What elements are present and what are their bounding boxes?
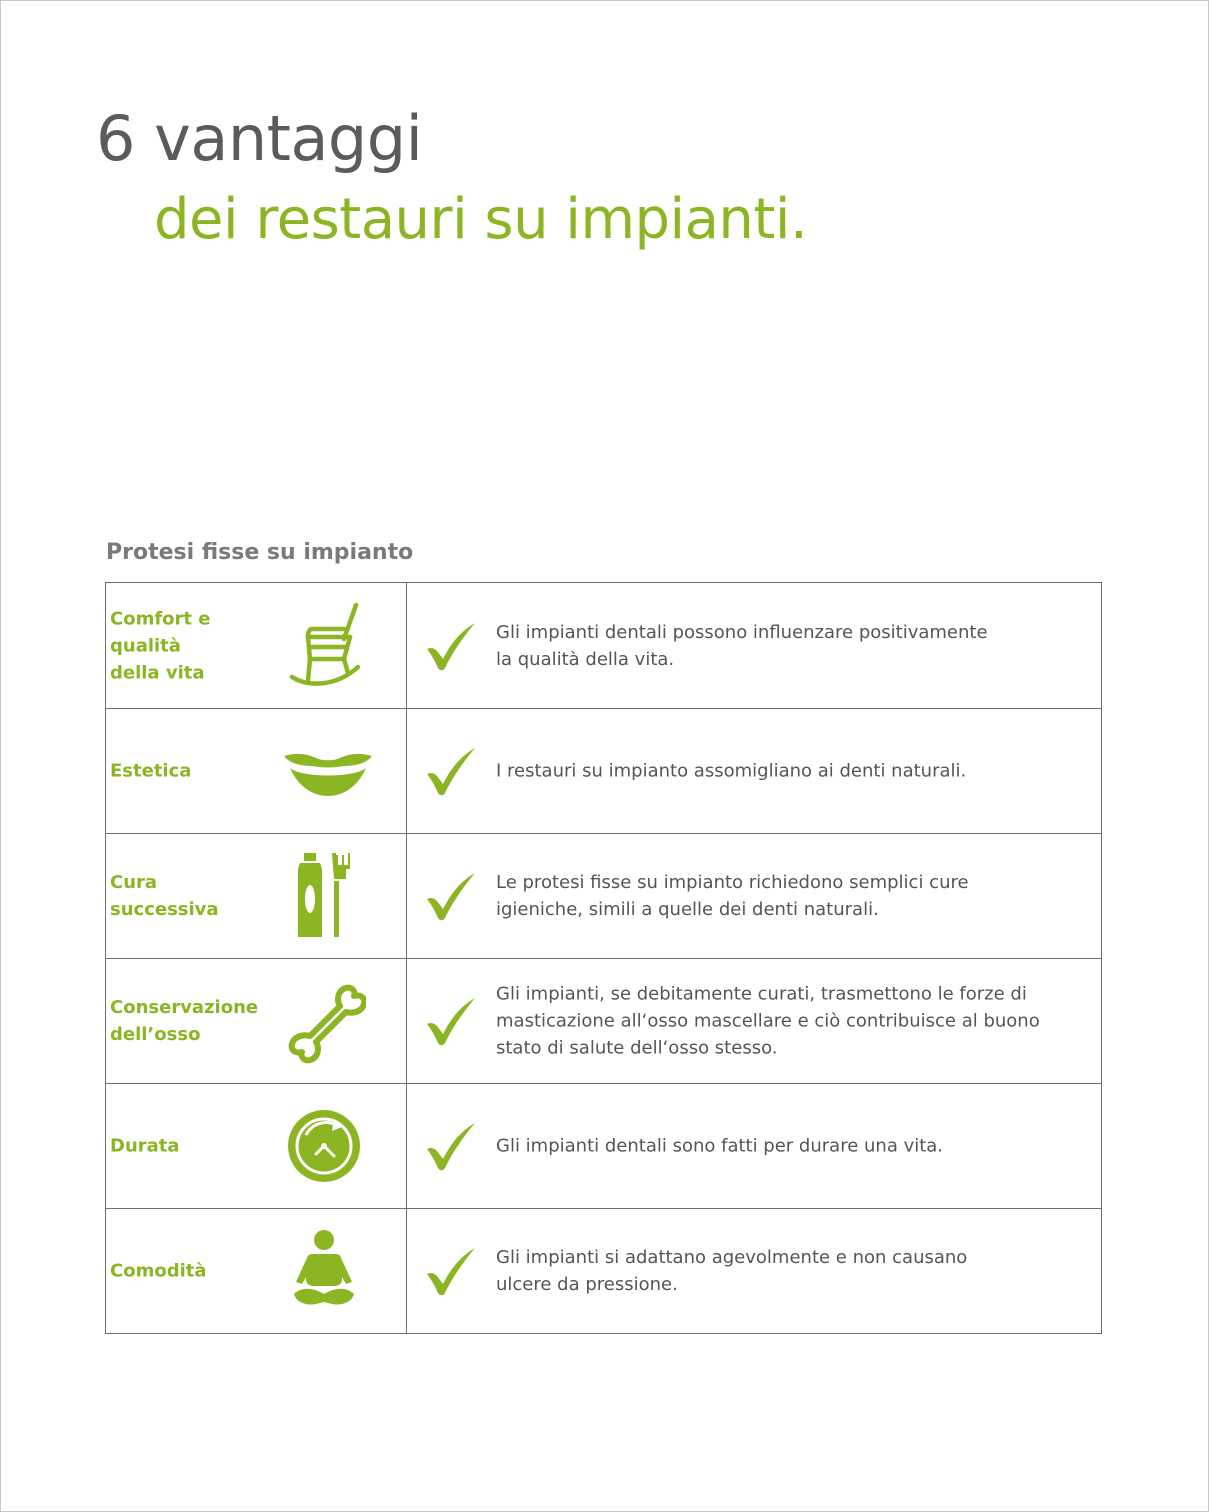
description-line: I restauri su impianto assomigliano ai denti naturali.	[496, 760, 967, 782]
description-cell	[407, 959, 1101, 1083]
meditation-person-icon	[292, 1226, 356, 1316]
row-description	[496, 869, 1056, 923]
row-label	[110, 1258, 285, 1285]
label-line: successiva	[110, 899, 219, 920]
row-label	[110, 605, 285, 686]
page-subtitle: dei restauri su impianti.	[154, 187, 808, 252]
table-row	[106, 708, 1101, 833]
row-description	[496, 981, 1056, 1062]
row-label	[110, 869, 285, 923]
description-cell	[407, 1209, 1101, 1333]
label-line: della vita	[110, 662, 205, 683]
description-line: la qualità della vita.	[496, 648, 675, 670]
label-cell	[106, 1084, 407, 1208]
clock-icon	[286, 1101, 362, 1191]
checkmark-icon	[425, 1246, 477, 1296]
label-line: Cura	[110, 872, 158, 893]
label-cell	[106, 959, 407, 1083]
checkmark-icon	[425, 871, 477, 921]
label-line: Estetica	[110, 760, 192, 782]
benefits-table	[105, 582, 1102, 1334]
description-line: Le protesi fisse su impianto richiedono semplici cure	[496, 872, 969, 893]
description-line: stato di salute dell‘osso stesso.	[496, 1037, 778, 1059]
description-cell	[407, 834, 1101, 958]
description-line: masticazione all‘osso mascellare e ciò contribuisce al buono	[496, 1010, 1040, 1032]
label-cell	[106, 1209, 407, 1333]
description-line: igieniche, simili a quelle dei denti naturali.	[496, 899, 879, 920]
label-cell	[106, 583, 407, 708]
row-label	[110, 1133, 285, 1160]
description-line: Gli impianti dentali sono fatti per durare una vita.	[496, 1135, 944, 1157]
label-line: Durata	[110, 1135, 180, 1157]
row-description	[496, 619, 1056, 673]
description-line: Gli impianti, se debitamente curati, trasmettono le forze di	[496, 983, 1027, 1005]
label-cell	[106, 834, 407, 958]
checkmark-icon	[425, 996, 477, 1046]
row-description	[496, 1133, 1056, 1160]
description-cell	[407, 1084, 1101, 1208]
description-line: ulcere da pressione.	[496, 1274, 678, 1295]
label-line: Comodità	[110, 1260, 207, 1282]
label-line: dell’osso	[110, 1024, 201, 1045]
description-line: Gli impianti dentali possono influenzare positivamente	[496, 621, 988, 643]
description-cell	[407, 583, 1101, 708]
table-row	[106, 1208, 1101, 1333]
table-row	[106, 583, 1101, 708]
label-line: Comfort e qualità	[110, 608, 211, 656]
row-description	[496, 1244, 1056, 1298]
lips-icon	[282, 726, 374, 816]
rocking-chair-icon	[288, 601, 360, 691]
toothpaste-toothbrush-icon	[288, 851, 360, 941]
checkmark-icon	[425, 621, 477, 671]
row-label	[110, 758, 285, 785]
bone-icon	[286, 976, 366, 1066]
table-row	[106, 833, 1101, 958]
description-cell	[407, 709, 1101, 833]
label-line: Conservazione	[110, 997, 259, 1018]
table-row	[106, 1083, 1101, 1208]
row-label	[110, 994, 285, 1048]
checkmark-icon	[425, 746, 477, 796]
table-title: Protesi fisse su impianto	[106, 540, 414, 565]
description-line: Gli impianti si adattano agevolmente e non causano	[496, 1247, 968, 1268]
checkmark-icon	[425, 1121, 477, 1171]
page-title: 6 vantaggi	[96, 102, 423, 175]
label-cell	[106, 709, 407, 833]
row-description	[496, 758, 1056, 785]
table-row	[106, 958, 1101, 1083]
